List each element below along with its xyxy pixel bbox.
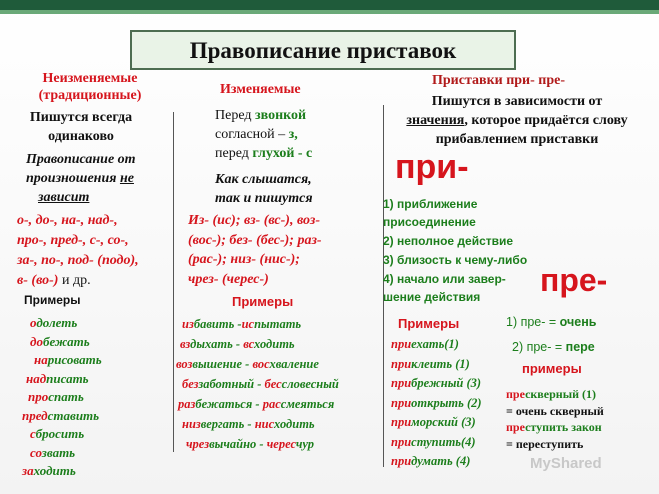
example-gloss: = очень скверный [506,403,604,418]
col1-heading-line: (традиционные) [38,88,142,103]
col1-note [26,150,136,207]
example-root: морский (3) [411,415,476,429]
col2-heading: Изменяемые [220,82,301,97]
example-prefix: черес [266,437,296,451]
example-prefix: над [26,370,47,386]
top-frame-accent [0,10,659,14]
col1-prefix-line [17,271,139,291]
pri-meaning-line: 3) близость к чему-либо [383,253,528,267]
example-prefix: пре [506,420,526,434]
pri-meaning-line: шение действия [383,290,481,304]
example-root: бежать [42,333,90,349]
pre-meaning-value: пере [565,340,595,354]
example-word [391,452,482,472]
example-root: скверный (1) [525,387,596,401]
example-root: ходить [33,463,76,478]
col2-examples-label: Примеры [232,294,294,309]
col2-rule-text: перед [215,146,253,161]
col1-examples [22,314,102,481]
example-prefix: при [391,356,412,371]
example-root: вышение - [192,357,253,371]
col2-rule-line [215,125,312,144]
col2-rule-highlight: глухой - с [252,146,313,161]
example-root: бавить - [193,317,242,331]
col3-rule [386,92,648,149]
example-prefix: рас [262,397,281,411]
example-prefix: воз [176,357,193,371]
example-root: ехать(1) [411,337,459,351]
pri-big-label: при- [395,148,469,186]
example-word [22,407,102,426]
col2-prefix-line: (рас-); низ- (нис-); [188,252,300,267]
col3-rule-line: Пишутся в зависимости от [431,94,603,109]
col1-prefix-line: про-, пред-, с-, со-, [17,233,129,248]
col2-rule-highlight: звонкой [254,108,307,123]
example-pair [176,334,339,354]
example-root: бросить [35,426,85,441]
example-prefix: пре [506,387,526,401]
col1-prefix-tail: и др. [58,273,91,288]
example-prefix: чрез [186,437,210,451]
example-root: долеть [36,315,78,330]
col2-rule [215,106,312,163]
divider-left [173,112,174,452]
col1-note-line: Правописание от [26,152,136,167]
pre-meaning-line [506,310,596,335]
col1-note-text: произношения [26,171,120,186]
pri-meanings [383,195,527,306]
example-pair [176,374,339,394]
pre-examples [506,386,604,452]
col1-prefix-text: в- (во-) [17,273,59,288]
pre-meaning-text: 2) пре- = [512,340,566,354]
col2-prefixes [188,211,322,289]
pri-meaning-line: 2) неполное действие [383,234,514,248]
example-prefix: без [182,377,199,391]
pre-meaning-value: очень [559,315,597,329]
example-root: заботный - [198,377,265,391]
pre-big-label: пре- [540,262,608,298]
example-pair [176,354,339,374]
example-prefix: до [30,333,43,349]
example-pair [176,394,339,414]
example-root: думать (4) [411,454,471,468]
example-root: дыхать - [190,337,244,351]
col3-rule-line: прибавлением приставки [435,132,599,147]
col1-heading [30,70,150,104]
col1-prefixes [17,211,139,291]
col1-heading-line: Неизменяемые [42,71,138,86]
col2-examples [176,314,339,454]
col1-examples-label: Примеры [24,293,81,307]
pre-examples-label: примеры [522,361,582,376]
example-word [506,419,604,436]
example-word [391,374,482,394]
col1-rule-line: Пишутся всегда [29,110,133,125]
example-word [22,388,102,407]
example-word [22,462,102,481]
col3-heading: Приставки при- пре- [432,73,566,88]
example-prefix: при [391,376,412,390]
example-root: открыть (2) [411,395,482,410]
col1-rule-line: одинаково [48,129,114,144]
pre-meaning-line [506,335,596,360]
col1-note-line [26,169,136,188]
col1-rule [22,108,140,146]
example-root: ступить закон [525,420,602,434]
example-prefix: с [30,426,36,441]
example-root: звать [41,444,76,460]
example-word [391,394,482,414]
example-prefix: ис [241,317,255,331]
example-root: хваление [269,357,319,371]
col3-rule-emphasis: значения [406,113,465,128]
example-root: словесный [281,377,339,391]
example-root: смеяться [280,397,335,411]
example-root: спать [48,389,84,404]
top-frame-bar [0,0,659,10]
example-word [22,314,102,333]
example-prefix: на [34,352,48,367]
example-pair [176,434,339,454]
example-root: брежный (3) [411,376,482,390]
example-word [22,425,102,444]
pri-meaning-line: 4) начало или завер- [383,272,506,286]
example-root: ставить [47,407,100,423]
example-prefix: о [30,315,37,330]
example-root: писать [46,370,89,386]
col2-rule-highlight: з, [288,127,298,142]
col2-how-line: Как слышатся, [215,172,312,187]
example-prefix: про [28,389,49,404]
example-prefix: вз [180,337,191,351]
col2-prefix-line: чрез- (черес-) [188,271,269,287]
page-title: Правописание приставок [189,38,457,63]
example-word [506,436,604,453]
pre-meanings [506,310,596,360]
pri-meaning-line: 1) приближение [383,197,478,211]
col3-rule-text: , которое придаётся слову [464,113,628,128]
example-prefix: пред [22,407,48,423]
example-prefix: при [391,434,412,449]
col2-rule-text: согласной – [215,127,289,142]
example-prefix: при [391,395,412,410]
example-word [391,355,482,375]
example-word [506,386,604,403]
example-root: вычайно - [209,437,267,451]
example-word [391,335,482,355]
example-root: ходить [274,417,315,431]
col1-note-line: зависит [38,190,90,205]
example-prefix: при [391,337,412,351]
example-root: чур [295,437,315,451]
example-pair [176,314,339,334]
col2-rule-text: Перед [215,108,255,123]
watermark: MyShared [530,455,602,472]
example-prefix: раз [178,397,196,411]
col3-rule-line [386,111,648,130]
col2-rule-line [215,144,312,163]
pri-examples-label: Примеры [398,316,460,331]
col2-prefix-line: Из- (ис); вз- (вс-), воз- [188,213,320,228]
example-root: бежаться - [195,397,263,411]
example-word [22,351,102,370]
example-root: ходить [254,337,295,351]
example-prefix: из [182,317,194,331]
pri-examples [391,335,482,472]
col2-how-line: так и пишутся [215,191,313,206]
example-prefix: при [391,454,412,468]
col2-prefix-line: (вос-); без- (бес-); раз- [188,232,322,248]
example-prefix: низ [182,417,201,431]
example-prefix: бес [264,377,282,391]
col1-prefix-line: о-, до-, на-, над-, [17,213,118,228]
example-prefix: при [391,415,412,429]
example-root: вергать - [200,417,255,431]
col1-prefix-line: за-, по-, под- (подо), [17,253,139,268]
example-word [22,370,102,389]
example-word [391,433,482,453]
title-box [130,30,516,70]
col1-note-emphasis: не [119,171,134,186]
example-prefix: за [22,463,34,478]
example-prefix: со [30,444,42,460]
example-word [22,333,102,352]
example-root: ступить(4) [411,434,476,449]
example-word [506,403,604,420]
example-prefix: вос [252,357,270,371]
example-prefix: вс [243,337,255,351]
example-word [22,444,102,463]
example-prefix: нис [254,417,275,431]
example-root: клеить (1) [411,356,470,371]
example-word [391,413,482,433]
example-root: рисовать [47,352,102,367]
pre-meaning-text: 1) пре- = [506,315,560,329]
example-pair [176,414,339,434]
col2-rule-line [215,106,312,125]
col2-how [215,170,313,208]
example-gloss: = переступить [506,436,584,451]
example-root: пытать [254,317,302,331]
pri-meaning-line: присоединение [383,215,476,229]
